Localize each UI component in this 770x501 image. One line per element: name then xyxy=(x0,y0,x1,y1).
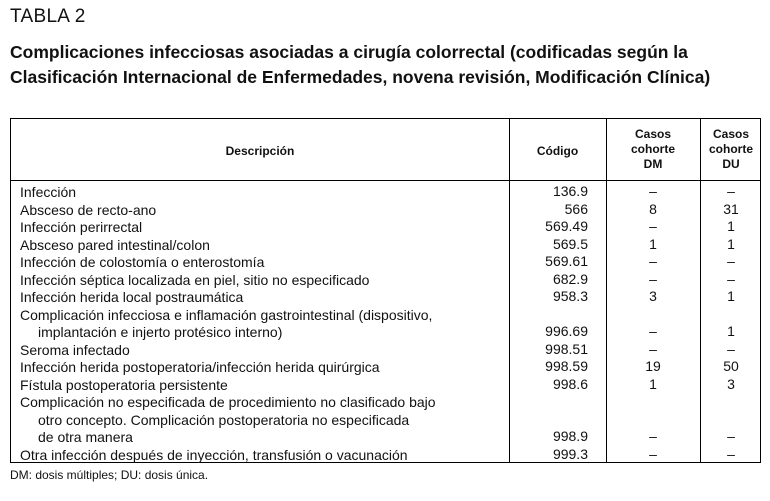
header-descripcion: Descripción xyxy=(225,144,295,158)
row-code: 998.59 xyxy=(545,358,588,374)
header-casos-dm xyxy=(606,127,700,172)
row-casos-dm: – xyxy=(649,183,657,199)
row-description-line: Otra infección después de inyección, transfusión o vacunación xyxy=(20,446,408,463)
row-casos-dm: – xyxy=(649,218,657,234)
row-description xyxy=(20,394,512,447)
table-body xyxy=(11,183,760,463)
header-divider xyxy=(11,180,760,181)
row-casos-du: – xyxy=(727,270,735,287)
row-description xyxy=(20,307,512,342)
row-casos-dm: 19 xyxy=(645,358,661,374)
row-description-line: Infección séptica localizada en piel, sitio no especificado xyxy=(20,271,370,288)
row-casos-du: 3 xyxy=(727,375,735,392)
row-casos-dm: 1 xyxy=(649,235,657,252)
row-code: 569.61 xyxy=(545,253,588,269)
row-description-line: Absceso pared intestinal/colon xyxy=(20,236,210,253)
row-description-line: Complicación infecciosa e inflamación gastrointestinal (dispositivo, xyxy=(20,306,433,323)
row-description xyxy=(20,447,512,465)
row-casos-dm: – xyxy=(649,340,657,357)
header-casos-du xyxy=(700,127,762,172)
row-description-line: Infección xyxy=(20,184,77,200)
row-description xyxy=(20,219,512,237)
row-casos-du: 1 xyxy=(727,235,735,252)
table-row xyxy=(11,358,760,376)
row-description xyxy=(20,377,512,395)
table-row xyxy=(11,306,760,341)
row-casos-dm: 8 xyxy=(649,200,657,217)
row-casos-du: – xyxy=(727,340,735,357)
row-description xyxy=(20,272,512,290)
row-casos-dm: 1 xyxy=(649,375,657,392)
row-casos-du: 1 xyxy=(727,288,735,304)
header-casos-dm-line: Casos xyxy=(634,127,672,141)
table-row xyxy=(11,253,760,271)
row-description-line: otro concepto. Complicación postoperatoria no especificada xyxy=(38,411,410,428)
row-description-line: Infección perirrectal xyxy=(20,219,143,235)
row-casos-dm: – xyxy=(649,445,657,462)
row-casos-du: 1 xyxy=(727,323,735,339)
row-code: 996.69 xyxy=(545,323,588,339)
row-casos-du: – xyxy=(727,428,735,444)
row-code: 136.9 xyxy=(552,183,588,199)
row-description-line: de otra manera xyxy=(38,429,133,445)
table-row xyxy=(11,376,760,394)
table-row xyxy=(11,288,760,306)
table-row xyxy=(11,446,760,464)
header-casos-du-line: DU xyxy=(722,157,740,171)
row-code: 999.3 xyxy=(552,445,588,462)
header-casos-du-line: cohorte xyxy=(708,142,753,156)
table-label: TABLA 2 xyxy=(10,6,86,27)
table-row xyxy=(11,201,760,219)
table-row xyxy=(11,271,760,289)
header-codigo: Código xyxy=(536,144,579,158)
row-code: 998.6 xyxy=(552,375,588,392)
row-description-line: implantación e injerto protésico interno) xyxy=(38,324,283,340)
row-description xyxy=(20,289,512,307)
row-casos-dm: – xyxy=(649,270,657,287)
row-casos-dm: 3 xyxy=(649,288,657,304)
row-casos-dm: – xyxy=(649,323,657,339)
row-description-line: Infección de colostomía o enterostomía xyxy=(20,254,265,270)
header-casos-dm-line: cohorte xyxy=(630,142,675,156)
row-code: 569.49 xyxy=(545,218,588,234)
row-casos-du: 1 xyxy=(727,218,735,234)
row-description xyxy=(20,359,512,377)
row-description-line: Infección herida local postraumática xyxy=(20,289,244,305)
header-casos-du-line: Casos xyxy=(712,127,750,141)
row-code: 958.3 xyxy=(552,288,588,304)
row-code: 998.9 xyxy=(552,428,588,444)
row-description-line: Absceso de recto-ano xyxy=(20,201,157,218)
footnote: DM: dosis múltiples; DU: dosis única. xyxy=(10,468,209,482)
row-description xyxy=(20,184,512,202)
row-casos-du: – xyxy=(727,253,735,269)
row-description xyxy=(20,202,512,220)
header-casos-dm-line: DM xyxy=(643,157,663,171)
row-description-line: Seroma infectado xyxy=(20,341,130,358)
row-casos-du: 50 xyxy=(723,358,739,374)
row-code: 569.5 xyxy=(552,235,588,252)
row-description-line: Complicación no especificada de procedimiento no clasificado bajo xyxy=(20,394,436,410)
table-row xyxy=(11,183,760,201)
row-description-line: Infección herida postoperatoria/infección herida quirúrgica xyxy=(20,359,380,375)
row-casos-du: 31 xyxy=(723,200,739,217)
row-casos-dm: – xyxy=(649,428,657,444)
row-code: 682.9 xyxy=(552,270,588,287)
row-description xyxy=(20,237,512,255)
data-table xyxy=(10,118,761,463)
row-casos-dm: – xyxy=(649,253,657,269)
row-description-line: Fístula postoperatoria persistente xyxy=(20,376,228,393)
row-description xyxy=(20,254,512,272)
row-code: 998.51 xyxy=(545,340,588,357)
table-row xyxy=(11,236,760,254)
table-title: Complicaciones infecciosas asociadas a cirugía colorrectal (codificadas según la Clasificación Internacional de Enfermedades, novena revisión, Modificación Clínica) xyxy=(10,42,711,87)
row-casos-du: – xyxy=(727,445,735,462)
table-row xyxy=(11,393,760,446)
table-row xyxy=(11,341,760,359)
row-code: 566 xyxy=(564,200,588,217)
row-description xyxy=(20,342,512,360)
table-row xyxy=(11,218,760,236)
row-casos-du: – xyxy=(727,183,735,199)
